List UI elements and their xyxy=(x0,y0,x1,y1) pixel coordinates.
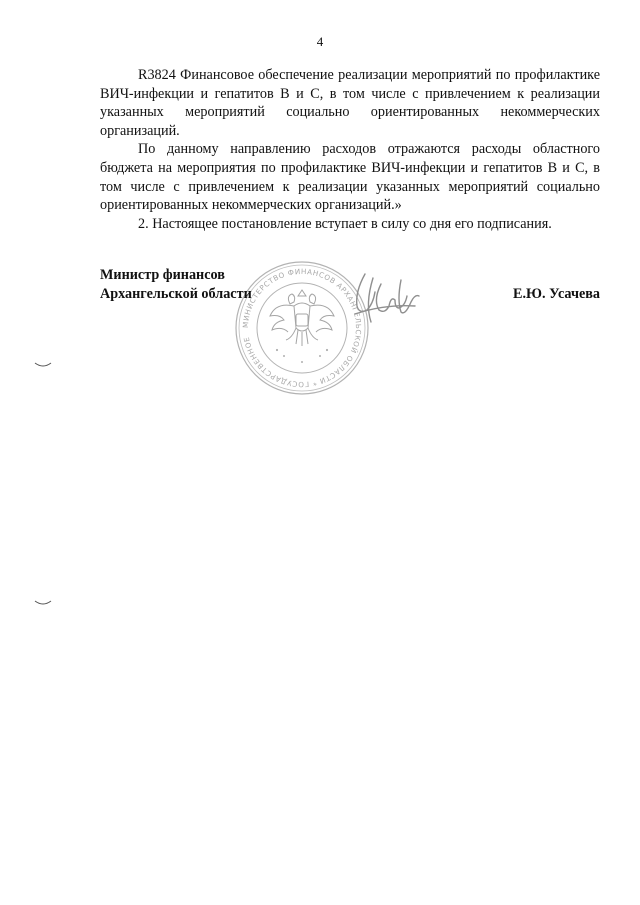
page-number: 4 xyxy=(316,34,324,49)
signatory-title-line1: Министр финансов xyxy=(100,267,225,283)
signatory-title-line2: Архангельской области xyxy=(100,286,252,302)
paragraph-expenses-description: По данному направлению расходов отражаются расходы областного бюджета на мероприятия по профилактике ВИЧ-инфекции и гепатитов В и С, в том числе с привлечением к реализации указанных мероприятий социально ориентированных некоммерческих организаций.» xyxy=(100,141,600,214)
paragraph-r3824: R3824 Финансовое обеспечение реализации мероприятий по профилактике ВИЧ-инфекции и гепатитов В и С, в том числе с привлечением к реализации указанных мероприятий социально ориентированных некоммерческих организаций. xyxy=(100,67,600,139)
document-body xyxy=(100,66,600,233)
fold-mark-icon xyxy=(33,598,53,608)
seal-ring-text: МИНИСТЕРСТВО ФИНАНСОВ АРХАНГЕЛЬСКОЙ ОБЛАСТИ * ГОСУДАРСТВЕННОЕ xyxy=(240,266,364,390)
paragraph-effective-date: 2. Настоящее постановление вступает в силу со дня его подписания. xyxy=(138,215,552,232)
fold-mark-icon xyxy=(33,360,53,370)
signature-block xyxy=(100,266,600,316)
signatory-name: Е.Ю. Усачева xyxy=(512,286,600,302)
signatory-title xyxy=(100,266,252,304)
